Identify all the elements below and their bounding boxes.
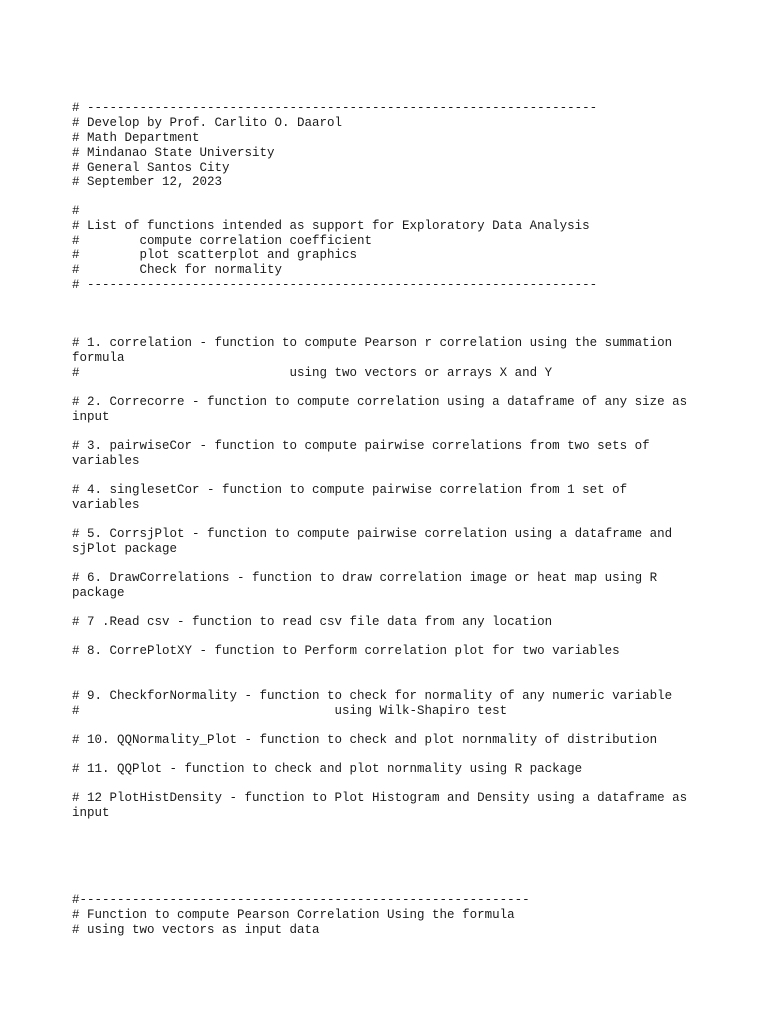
header-divider-bottom: # -------------------------------------------------------------------- [72,278,598,292]
functions-intro-line: # List of functions intended as support for Exploratory Data Analysis [72,219,590,233]
function-9-line: # 9. CheckforNormality - function to check for normality of any numeric variable [72,689,673,703]
function-1-continuation: formula [72,351,125,365]
function-7-line: # 7 .Read csv - function to read csv file data from any location [72,615,553,629]
function-12-continuation: input [72,806,110,820]
function-6-continuation: package [72,586,125,600]
university-line: # Mindanao State University [72,146,275,160]
function-10-line: # 10. QQNormality_Plot - function to check and plot nornmality of distribution [72,733,658,747]
author-line: # Develop by Prof. Carlito O. Daarol [72,116,343,130]
purpose-correlation-line: # compute correlation coefficient [72,234,373,248]
function-3-continuation: variables [72,454,140,468]
function-4-line: # 4. singlesetCor - function to compute pairwise correlation from 1 set of [72,483,628,497]
function-8-line: # 8. CorrePlotXY - function to Perform correlation plot for two variables [72,644,620,658]
purpose-plot-line: # plot scatterplot and graphics [72,248,358,262]
city-line: # General Santos City [72,161,230,175]
function-4-continuation: variables [72,498,140,512]
header-divider-top: # -------------------------------------------------------------------- [72,101,598,115]
function-5-continuation: sjPlot package [72,542,178,556]
section-title-line: # Function to compute Pearson Correlation Using the formula [72,908,515,922]
function-9-note: # using Wilk-Shapiro test [72,704,508,718]
function-2-continuation: input [72,410,110,424]
function-3-line: # 3. pairwiseCor - function to compute pairwise correlations from two sets of [72,439,650,453]
function-12-line: # 12 PlotHistDensity - function to Plot Histogram and Density using a dataframe as [72,791,688,805]
section-subtitle-line: # using two vectors as input data [72,923,320,937]
department-line: # Math Department [72,131,200,145]
function-2-line: # 2. Correcorre - function to compute correlation using a dataframe of any size as [72,395,688,409]
comment-blank-line: # [72,204,80,218]
function-1-line: # 1. correlation - function to compute Pearson r correlation using the summation [72,336,673,350]
date-line: # September 12, 2023 [72,175,223,189]
purpose-normality-line: # Check for normality [72,263,283,277]
function-11-line: # 11. QQPlot - function to check and plot nornmality using R package [72,762,583,776]
section-divider: #------------------------------------------------------------ [72,893,530,907]
function-6-line: # 6. DrawCorrelations - function to draw correlation image or heat map using R [72,571,658,585]
function-1-note: # using two vectors or arrays X and Y [72,366,553,380]
function-5-line: # 5. CorrsjPlot - function to compute pairwise correlation using a dataframe and [72,527,673,541]
